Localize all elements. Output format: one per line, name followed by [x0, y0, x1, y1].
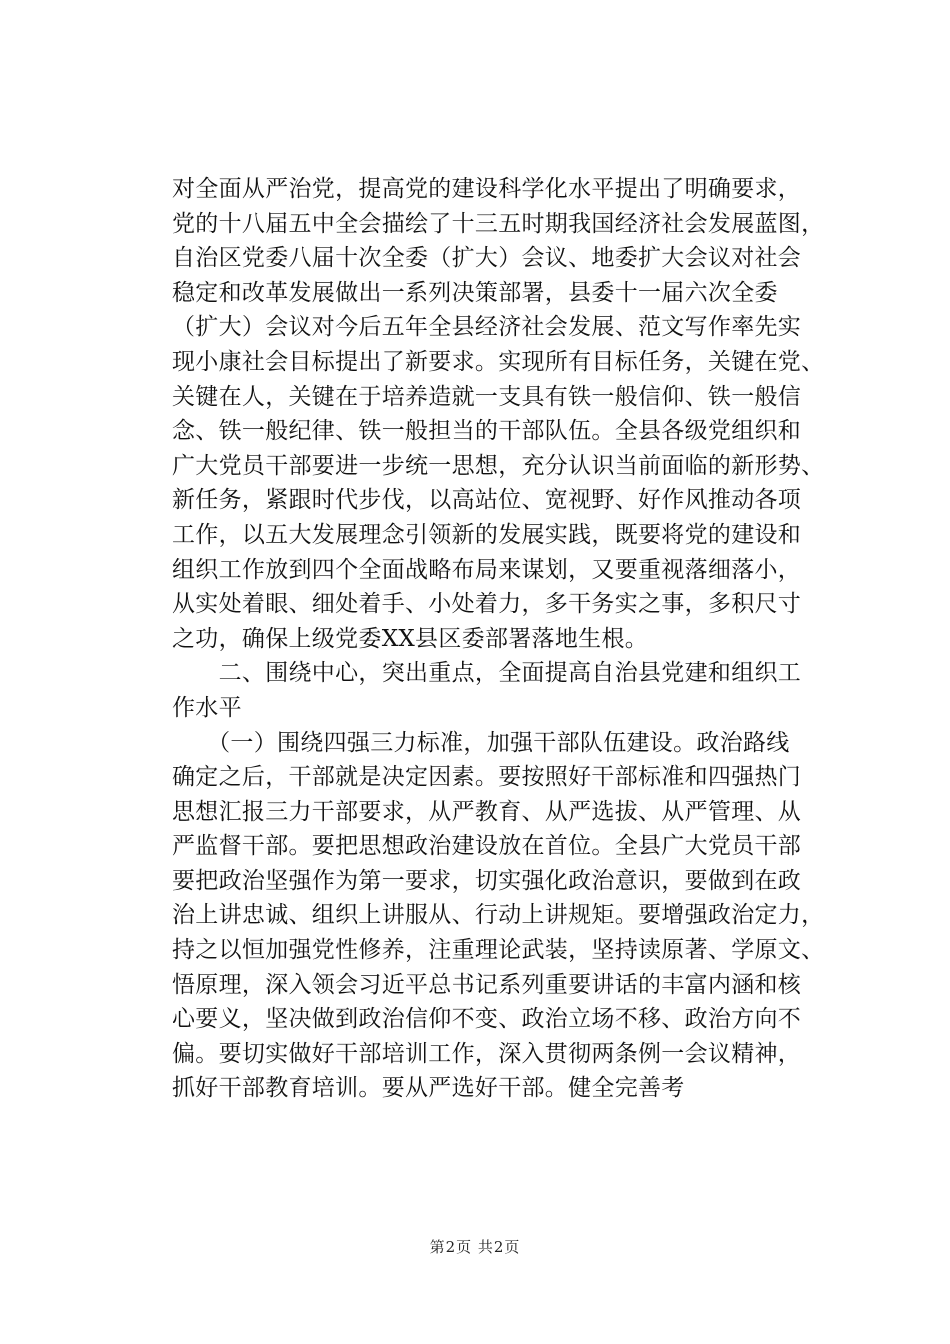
text-line: 确定之后，干部就是决定因素。要按照好干部标准和四强热门	[172, 764, 802, 791]
text-line: 要把政治坚强作为第一要求，切实强化政治意识，要做到在政	[172, 867, 802, 894]
page-number-label: 第2页 共2页	[429, 1238, 521, 1256]
text-line: 自治区党委八届十次全委（扩大）会议、地委扩大会议对社会	[172, 245, 802, 272]
text-line: 工作，以五大发展理念引领新的发展实践，既要将党的建设和	[172, 521, 802, 548]
body-text	[172, 172, 825, 1106]
section-heading-line: 二、围绕中心，突出重点，全面提高自治县党建和组织工	[172, 660, 802, 687]
text-line: 稳定和改革发展做出一系列决策部署，县委十一届六次全委	[172, 279, 778, 306]
text-line: 持之以恒加强党性修养，注重理论武装，坚持读原著、学原文、	[172, 937, 825, 964]
text-line: 党的十八届五中全会描绘了十三五时期我国经济社会发展蓝图，	[172, 210, 825, 237]
text-line: 严监督干部。要把思想政治建设放在首位。全县广大党员干部	[172, 833, 802, 860]
text-line: 偏。要切实做好干部培训工作，深入贯彻两条例一会议精神，	[172, 1040, 802, 1067]
text-line: 新任务，紧跟时代步伐，以高站位、宽视野、好作风推动各项	[172, 487, 802, 514]
subsection-heading-line: （一）围绕四强三力标准，加强干部队伍建设。政治路线	[172, 729, 790, 756]
text-line: （扩大）会议对今后五年全县经济社会发展、范文写作率先实	[172, 314, 802, 341]
text-line: 广大党员干部要进一步统一思想，充分认识当前面临的新形势、	[172, 452, 825, 479]
text-line: 关键在人，关键在于培养造就一支具有铁一般信仰、铁一般信	[172, 383, 802, 410]
page-footer	[0, 1236, 950, 1257]
section-heading-line: 作水平	[172, 694, 242, 721]
text-line: 念、铁一般纪律、铁一般担当的干部队伍。全县各级党组织和	[172, 418, 802, 445]
text-line: 悟原理，深入领会习近平总书记系列重要讲话的丰富内涵和核	[172, 971, 802, 998]
text-line: 心要义，坚决做到政治信仰不变、政治立场不移、政治方向不	[172, 1006, 802, 1033]
text-line: 现小康社会目标提出了新要求。实现所有目标任务，关键在党、	[172, 348, 825, 375]
text-line: 治上讲忠诚、组织上讲服从、行动上讲规矩。要增强政治定力，	[172, 902, 825, 929]
text-line: 之功，确保上级党委XX县区委部署落地生根。	[172, 625, 649, 652]
text-line: 思想汇报三力干部要求，从严教育、从严选拔、从严管理、从	[172, 798, 802, 825]
text-line: 从实处着眼、细处着手、小处着力，多干务实之事，多积尺寸	[172, 591, 802, 618]
text-line: 组织工作放到四个全面战略布局来谋划，又要重视落细落小，	[172, 556, 802, 583]
text-line: 对全面从严治党，提高党的建设科学化水平提出了明确要求，	[172, 176, 802, 202]
text-line: 抓好干部教育培训。要从严选好干部。健全完善考	[172, 1075, 685, 1102]
